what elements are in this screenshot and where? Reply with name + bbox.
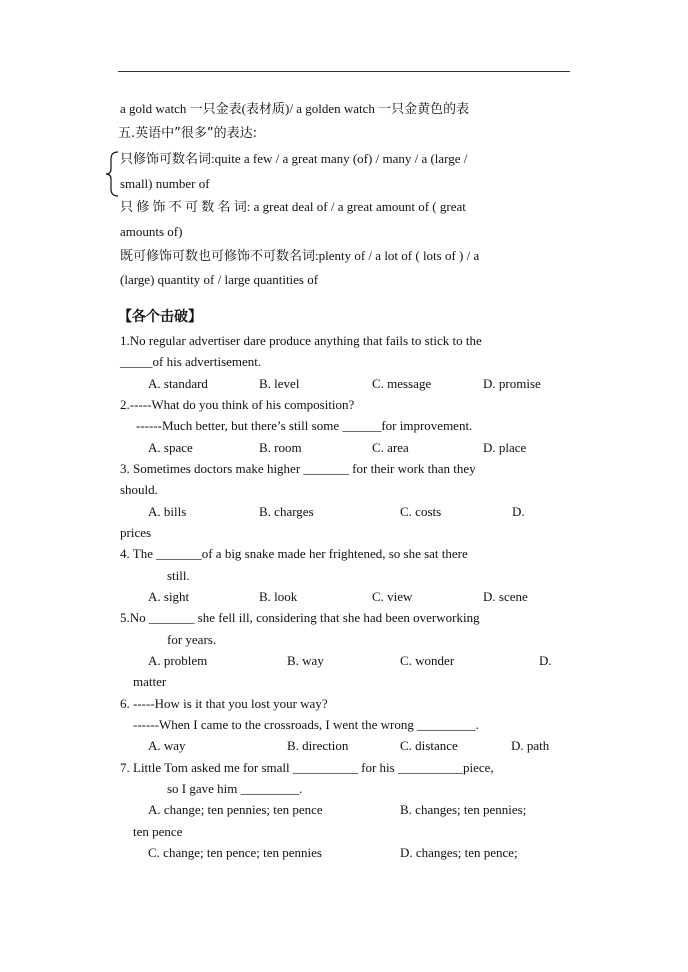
question-3-option-d-text: prices (120, 525, 152, 540)
question-3-line-2: should. (120, 482, 158, 497)
question-6-option-a: A. way (148, 738, 186, 753)
question-2-option-a: A. space (148, 440, 193, 455)
countable-line-2: small) number of (120, 176, 210, 191)
question-5-option-b: B. way (287, 653, 324, 668)
question-2-line-1: 2.-----What do you think of his composition? (120, 397, 355, 412)
note-gold-watch: a gold watch 一只金表(表材质)/ a golden watch 一只金黄色的表 (120, 101, 470, 116)
question-6-line-2: ------When I came to the crossroads, I went the wrong _________. (133, 717, 479, 732)
question-5-option-a: A. problem (148, 653, 208, 668)
question-7-line-2: so I gave him _________. (167, 781, 303, 796)
question-7-option-b-cont: ten pence (133, 824, 183, 839)
uncountable-line-1: 只 修 饰 不 可 数 名 词: a great deal of / a great amount of ( great (120, 199, 466, 214)
question-2-option-b: B. room (259, 440, 302, 455)
section-heading: 【各个击破】 (118, 309, 202, 325)
question-3-option-b: B. charges (259, 504, 314, 519)
question-4-option-b: B. look (259, 589, 298, 604)
question-5-option-d-text: matter (133, 674, 167, 689)
question-1-option-d: D. promise (483, 376, 541, 391)
question-4-option-c: C. view (372, 589, 413, 604)
countable-line-1: 只修饰可数名词:quite a few / a great many (of) / many / a (large / (120, 151, 468, 166)
question-1-option-a: A. standard (148, 376, 208, 391)
question-7-option-d: D. changes; ten pence; (400, 845, 518, 860)
question-4-option-a: A. sight (148, 589, 190, 604)
question-6-option-c: C. distance (400, 738, 458, 753)
question-3-option-d: D. (512, 504, 525, 519)
question-7-option-c: C. change; ten pence; ten pennies (148, 845, 322, 860)
question-2-option-c: C. area (372, 440, 409, 455)
question-7-line-1: 7. Little Tom asked me for small __________ for his __________piece, (120, 760, 494, 775)
question-5-line-2: for years. (167, 632, 217, 647)
question-3-option-c: C. costs (400, 504, 442, 519)
question-1-option-c: C. message (372, 376, 432, 391)
question-4-option-d: D. scene (483, 589, 528, 604)
question-2-line-2: ------Much better, but there’s still some ______for improvement. (136, 418, 473, 433)
question-5-option-c: C. wonder (400, 653, 455, 668)
question-6-option-d: D. path (511, 738, 550, 753)
question-7-option-a: A. change; ten pennies; ten pence (148, 802, 323, 817)
both-line-1: 既可修饰可数也可修饰不可数名词:plenty of / a lot of ( lots of ) / a (120, 248, 480, 263)
question-7-option-b: B. changes; ten pennies; (400, 802, 527, 817)
curly-brace-icon (104, 151, 120, 197)
question-6-option-b: B. direction (287, 738, 349, 753)
header-rule (118, 71, 570, 72)
question-2-option-d: D. place (483, 440, 527, 455)
question-3-line-1: 3. Sometimes doctors make higher _______ for their work than they (120, 461, 476, 476)
both-line-2: (large) quantity of / large quantities of (120, 272, 319, 287)
uncountable-line-2: amounts of) (120, 224, 183, 239)
question-1-line-2: _____of his advertisement. (120, 354, 262, 369)
section5-title: 五.英语中”很多”的表达: (118, 126, 257, 141)
question-5-option-d: D. (539, 653, 552, 668)
question-1-option-b: B. level (259, 376, 300, 391)
question-4-line-1: 4. The _______of a big snake made her frightened, so she sat there (120, 546, 468, 561)
question-3-option-a: A. bills (148, 504, 187, 519)
question-5-line-1: 5.No _______ she fell ill, considering that she had been overworking (120, 610, 480, 625)
question-4-line-2: still. (167, 568, 190, 583)
question-1-line-1: 1.No regular advertiser dare produce anything that fails to stick to the (120, 333, 482, 348)
question-6-line-1: 6. -----How is it that you lost your way? (120, 696, 328, 711)
